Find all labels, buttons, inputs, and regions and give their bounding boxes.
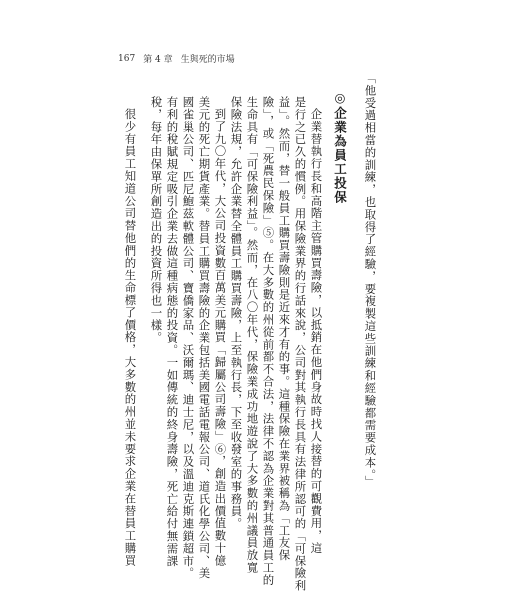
section-heading: ◎企業為員工投保 <box>332 90 348 205</box>
body-line: 保險法規，允許企業替全體員工購買壽險，上至執行長，下至收發室的事務員。 <box>229 96 244 530</box>
body-line: 益」。然而，替一般員工購買壽險則是近來才有的事。這種保險在業界被稱為「工友保 <box>277 96 292 562</box>
body-line: 很少有員工知道公司替他們的生命標了價格，大多數的州並未要求企業在替員工購買 <box>123 108 138 567</box>
block-quote-line: 「他受過相當的訓練，也取得了經驗，要複製這些訓練和經驗都需要成本。」 <box>363 72 378 488</box>
body-line: 美元的死亡期貨產業。替員工購買壽險的企業包括美國電話電報公司、道氏化學公司、美 <box>197 96 212 580</box>
body-line: 到了九〇年代，大公司投資數百萬美元購買「歸屬公司壽險」⑥，創造出價值數十億 <box>213 108 228 567</box>
page-number: 167 <box>118 53 136 64</box>
body-line: 稅，每年由保單所創造出的投資所得也一樣。 <box>149 96 164 344</box>
body-line: 是行之已久的慣例。用保險業界的行話來說，公司對其執行長具有法律所認可的「可保險利 <box>293 96 308 592</box>
chapter-label: 第 4 章 <box>143 55 173 65</box>
body-line: 有利的稅賦規定吸引企業去做這種病態的投資。一如傳統的終身壽險，死亡給付無需課 <box>165 96 180 568</box>
body-line: 生命具有「可保險利益」。然而，在八〇年代，保險業成功地遊說了大多數的州議員放寬 <box>245 96 260 574</box>
body-line: 險」，或「死農民保險」⑤。在大多數的州從前都不合法，法律不認為企業對其普通員工的 <box>261 96 276 587</box>
body-line: 企業替執行長和高階主管購買壽險，以抵銷在他們身故時找人接替的可觀費用，這 <box>309 108 324 555</box>
chapter-title: 生與死的市場 <box>180 55 235 65</box>
body-line: 國雀巢公司、匹尼鮑茲軟體公司、寶僑家品、沃爾瑪、迪士尼，以及溫迪克斯連鎖超市。 <box>181 96 196 580</box>
running-header <box>118 52 235 65</box>
